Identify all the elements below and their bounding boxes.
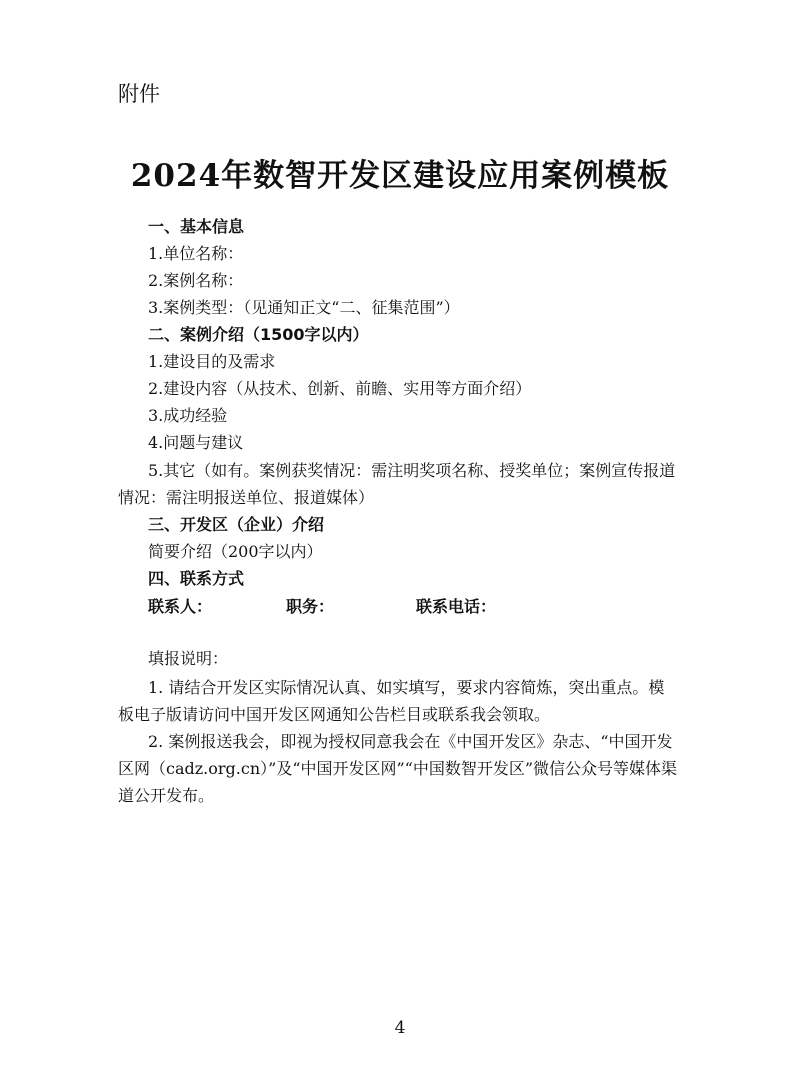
note-item-2: 2. 案例报送我会，即视为授权同意我会在《中国开发区》杂志、“中国开发区网（cadz.org.cn）”及“中国开发区网”“中国数智开发区”微信公众号等媒体渠道公开发布。 — [118, 732, 678, 805]
section4-heading: 四、联系方式 — [148, 569, 245, 588]
phone-label: 联系电话： — [416, 597, 497, 616]
section1-heading: 一、基本信息 — [148, 217, 245, 236]
page-title: 2024年数智开发区建设应用案例模板 — [130, 158, 670, 194]
contact-person-label: 联系人： — [148, 597, 213, 616]
section2-heading: 二、案例介绍（1500字以内） — [148, 325, 369, 344]
case-item-other: 5.其它（如有。案例获奖情况：需注明奖项名称、授奖单位；案例宣传报道情况：需注明报送单位、报道媒体） — [118, 461, 676, 507]
case-item-content: 2.建设内容（从技术、创新、前瞻、实用等方面介绍） — [148, 379, 532, 398]
attachment-label: 附件 — [118, 82, 160, 106]
case-item-issues: 4.问题与建议 — [148, 433, 244, 452]
section3-heading: 三、开发区（企业）介绍 — [148, 515, 325, 534]
position-label: 职务： — [286, 597, 335, 616]
page-number: 4 — [394, 1018, 406, 1038]
enterprise-intro: 简要介绍（200字以内） — [148, 542, 323, 561]
unit-name-field: 1.单位名称： — [148, 244, 244, 263]
note-item-1: 1. 请结合开发区实际情况认真、如实填写，要求内容简炼，突出重点。模板电子版请访问中国开发区网通知公告栏目或联系我会领取。 — [118, 678, 665, 724]
notes-heading: 填报说明： — [148, 649, 229, 668]
case-name-field: 2.案例名称： — [148, 271, 244, 290]
case-type-field: 3.案例类型：（见通知正文“二、征集范围”） — [148, 298, 460, 317]
case-item-purpose: 1.建设目的及需求 — [148, 352, 276, 371]
case-item-experience: 3.成功经验 — [148, 406, 228, 425]
